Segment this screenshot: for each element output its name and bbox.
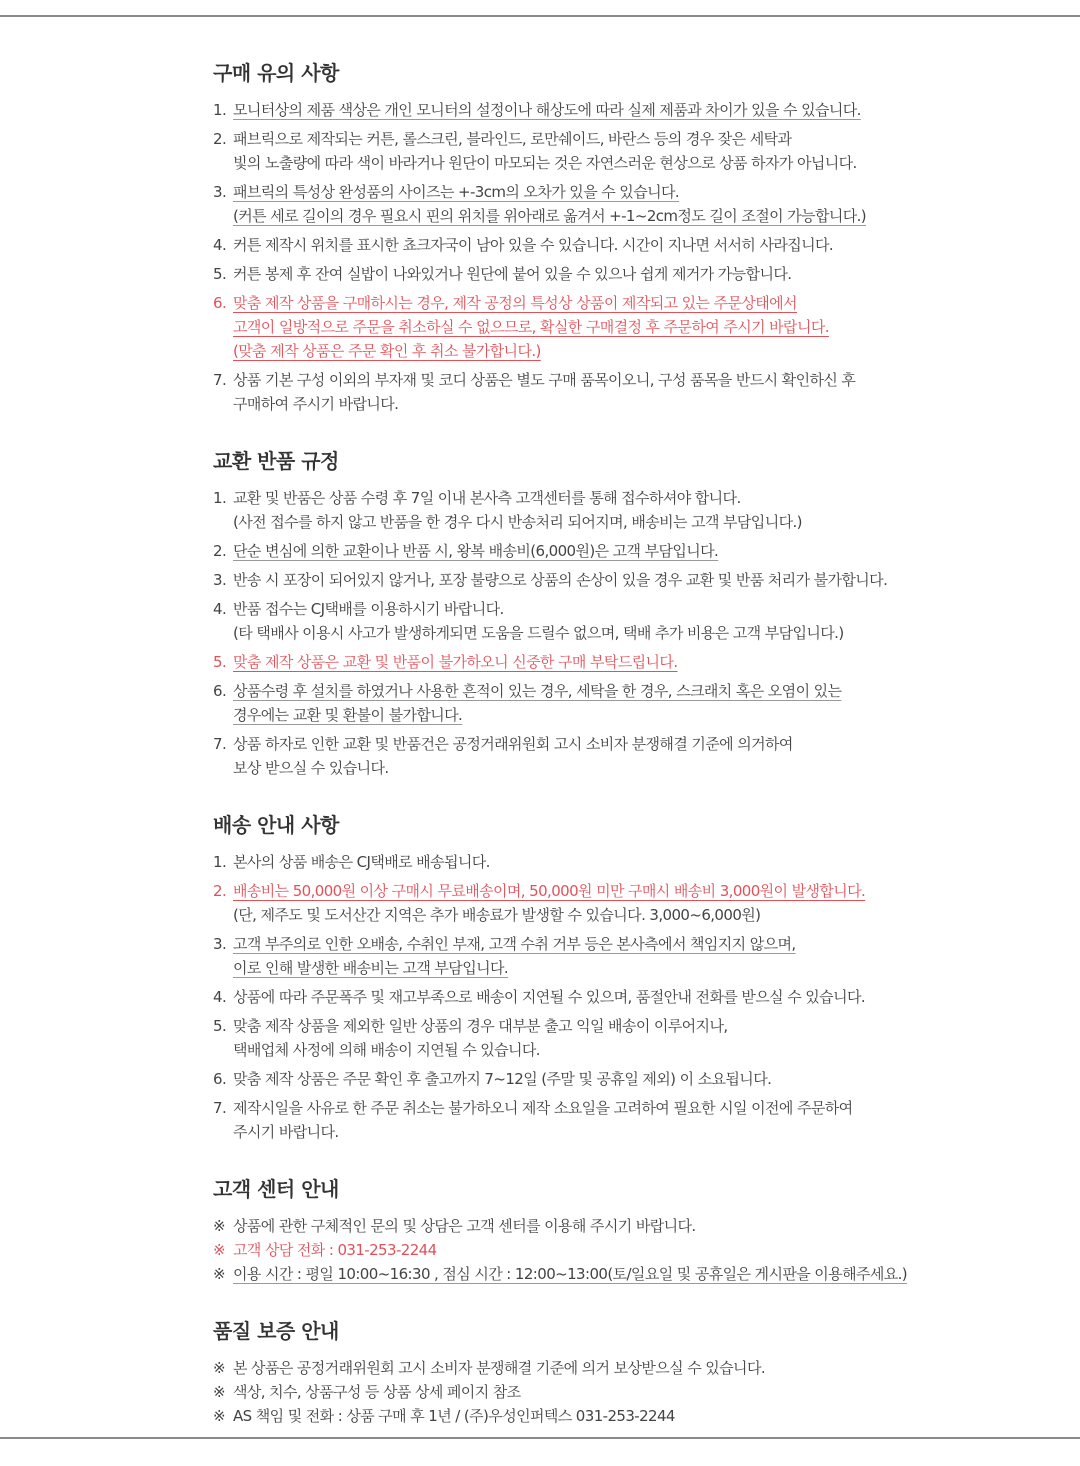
item-number: 5. [213,653,227,671]
item-text: 패브릭의 특성상 완성품의 사이즈는 +-3cm의 오차가 있을 수 있습니다. [233,183,680,201]
list-item [213,597,1013,645]
item-text: 고객이 일방적으로 주문을 취소하실 수 없으므로, 확실한 구매결정 후 주문하여 주시기 바랍니다. [233,318,829,336]
exchange-return-list [213,486,1013,780]
item-text: 고객 부주의로 인한 오배송, 수취인 부재, 고객 수취 거부 등은 본사측에서 책임지지 않으며, [233,935,796,953]
section-title: 고객 센터 안내 [213,1177,339,1201]
item-number: 1. [213,853,227,871]
item-text: (커튼 세로 길이의 경우 필요시 핀의 위치를 위아래로 옮겨서 +-1~2cm정도 길이 조절이 가능합니다.) [233,207,867,225]
item-text: 교환 및 반품은 상품 수령 후 7일 이내 본사측 고객센터를 통해 접수하셔야 합니다. [233,489,741,507]
list-item [213,985,1013,1009]
list-item [213,291,1013,363]
item-text: 반품 접수는 CJ택배를 이용하시기 바랍니다. [233,600,504,618]
item-text: 본사의 상품 배송은 CJ택배로 배송됩니다. [233,853,490,871]
list-item [213,850,1013,874]
item-number: 2. [213,882,227,900]
note-item [213,1214,1013,1238]
list-item [213,98,1013,122]
item-text: 보상 받으실 수 있습니다. [233,759,389,777]
list-item [213,262,1013,286]
list-item [213,932,1013,980]
list-item [213,233,1013,257]
item-number: 6. [213,1070,227,1088]
list-item [213,1096,1013,1144]
item-text: 택배업체 사정에 의해 배송이 지연될 수 있습니다. [233,1041,540,1059]
note-text: 본 상품은 공정거래위원회 고시 소비자 분쟁해결 기준에 의거 보상받으실 수 있습니다. [233,1359,766,1377]
delivery-info-list [213,850,1013,1144]
section-title: 배송 안내 사항 [213,813,339,837]
note-item [213,1238,1013,1262]
item-number: 1. [213,489,227,507]
bottom-divider [0,1437,1080,1439]
list-item [213,732,1013,780]
item-number: 4. [213,236,227,254]
item-text: 상품에 따라 주문폭주 및 재고부족으로 배송이 지연될 수 있으며, 품절안내 전화를 받으실 수 있습니다. [233,988,866,1006]
item-text: 구매하여 주시기 바랍니다. [233,395,399,413]
item-text: 커튼 제작시 위치를 표시한 쵸크자국이 남아 있을 수 있습니다. 시간이 지나면 서서히 사라집니다. [233,236,834,254]
item-number: 6. [213,682,227,700]
quality-guarantee-section [213,1316,1013,1428]
item-text: (사전 접수를 하지 않고 반품을 한 경우 다시 반송처리 되어지며, 배송비는 고객 부담입니다.) [233,513,802,531]
list-item [213,650,1013,674]
note-text: AS 책임 및 전화 : 상품 구매 후 1년 / (주)우성인퍼텍스 031-253-2244 [233,1407,675,1425]
note-item [213,1380,1013,1404]
list-item [213,568,1013,592]
item-text: 빛의 노출량에 따라 색이 바라거나 원단이 마모되는 것은 자연스러운 현상으로 상품 하자가 아닙니다. [233,154,857,172]
list-item [213,486,1013,534]
exchange-return-section [213,446,1013,780]
list-item [213,879,1013,927]
note-mark: ※ [213,1383,225,1401]
note-mark: ※ [213,1407,225,1425]
item-text: (맞춤 제작 상품은 주문 확인 후 취소 불가합니다.) [233,342,541,360]
item-text: 제작시일을 사유로 한 주문 취소는 불가하오니 제작 소요일을 고려하여 필요한 시일 이전에 주문하여 [233,1099,853,1117]
item-text: 이로 인해 발생한 배송비는 고객 부담입니다. [233,959,509,977]
item-number: 3. [213,183,227,201]
item-number: 2. [213,542,227,560]
item-number: 3. [213,571,227,589]
item-number: 7. [213,371,227,389]
note-text: 색상, 치수, 상품구성 등 상품 상세 페이지 참조 [233,1383,521,1401]
item-number: 6. [213,294,227,312]
list-item [213,127,1013,175]
section-title: 교환 반품 규정 [213,449,339,473]
purchase-notice-section [213,58,1013,416]
item-text: 상품수령 후 설치를 하였거나 사용한 흔적이 있는 경우, 세탁을 한 경우, 스크래치 혹은 오염이 있는 [233,682,842,700]
item-number: 5. [213,265,227,283]
section-title: 구매 유의 사항 [213,61,339,85]
item-text: 단순 변심에 의한 교환이나 반품 시, 왕복 배송비(6,000원)은 고객 부담입니다. [233,542,719,560]
note-text: 이용 시간 : 평일 10:00~16:30 , 점심 시간 : 12:00~13:00(토/일요일 및 공휴일은 게시판을 이용해주세요.) [233,1265,908,1283]
item-text: 맞춤 제작 상품은 주문 확인 후 출고까지 7~12일 (주말 및 공휴일 제외) 이 소요됩니다. [233,1070,772,1088]
item-number: 3. [213,935,227,953]
item-text: 패브릭으로 제작되는 커튼, 롤스크린, 블라인드, 로만쉐이드, 바란스 등의 경우 잦은 세탁과 [233,130,792,148]
item-number: 7. [213,1099,227,1117]
item-text: 상품 하자로 인한 교환 및 반품건은 공정거래위원회 고시 소비자 분쟁해결 기준에 의거하여 [233,735,793,753]
note-mark: ※ [213,1217,225,1235]
item-text: 주시기 바랍니다. [233,1123,339,1141]
item-number: 2. [213,130,227,148]
note-item [213,1404,1013,1428]
note-mark: ※ [213,1265,225,1283]
top-divider [0,15,1080,17]
item-text: 모니터상의 제품 색상은 개인 모니터의 설정이나 해상도에 따라 실제 제품과 차이가 있을 수 있습니다. [233,101,861,119]
list-item [213,1014,1013,1062]
item-number: 7. [213,735,227,753]
item-text: 상품 기본 구성 이외의 부자재 및 코디 상품은 별도 구매 품목이오니, 구성 품목을 반드시 확인하신 후 [233,371,856,389]
item-text: 맞춤 제작 상품을 구매하시는 경우, 제작 공정의 특성상 상품이 제작되고 있는 주문상태에서 [233,294,797,312]
customer-center-section [213,1174,1013,1286]
item-text: (단, 제주도 및 도서산간 지역은 추가 배송료가 발생할 수 있습니다. 3,000~6,000원) [233,906,761,924]
item-text: 경우에는 교환 및 환불이 불가합니다. [233,706,463,724]
notice-content [213,58,1013,1458]
section-title: 품질 보증 안내 [213,1319,339,1343]
list-item [213,368,1013,416]
item-text: 커튼 봉제 후 잔여 실밥이 나와있거나 원단에 붙어 있을 수 있으나 쉽게 제거가 가능합니다. [233,265,792,283]
item-number: 1. [213,101,227,119]
delivery-info-section [213,810,1013,1144]
item-text: 맞춤 제작 상품을 제외한 일반 상품의 경우 대부분 출고 익일 배송이 이루어지나, [233,1017,728,1035]
item-text: 맞춤 제작 상품은 교환 및 반품이 불가하오니 신중한 구매 부탁드립니다. [233,653,678,671]
purchase-notice-list [213,98,1013,416]
item-text: 반송 시 포장이 되어있지 않거나, 포장 불량으로 상품의 손상이 있을 경우 교환 및 반품 처리가 불가합니다. [233,571,888,589]
item-number: 4. [213,600,227,618]
item-number: 4. [213,988,227,1006]
note-item [213,1356,1013,1380]
note-text: 상품에 관한 구체적인 문의 및 상담은 고객 센터를 이용해 주시기 바랍니다. [233,1217,696,1235]
list-item [213,539,1013,563]
list-item [213,1067,1013,1091]
note-mark: ※ [213,1359,225,1377]
list-item [213,679,1013,727]
item-text: 배송비는 50,000원 이상 구매시 무료배송이며, 50,000원 미만 구매시 배송비 3,000원이 발생합니다. [233,882,866,900]
note-mark: ※ [213,1241,225,1259]
phone-number: 고객 상담 전화 : 031-253-2244 [233,1241,437,1259]
item-number: 5. [213,1017,227,1035]
list-item [213,180,1013,228]
note-item [213,1262,1013,1286]
item-text: (타 택배사 이용시 사고가 발생하게되면 도움을 드릴수 없으며, 택배 추가 비용은 고객 부담입니다.) [233,624,844,642]
